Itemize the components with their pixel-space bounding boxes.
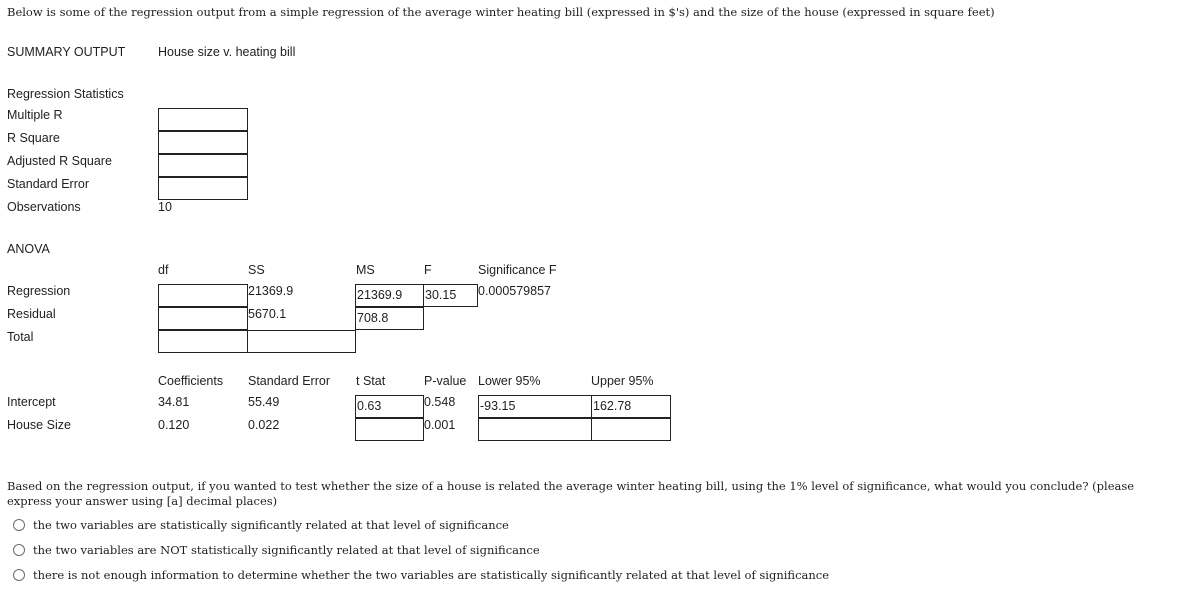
standard-error-input[interactable] — [158, 177, 248, 200]
option-2-label[interactable]: the two variables are NOT statistically significantly related at that level of significance — [33, 543, 540, 557]
coef-col-standard-error: Standard Error — [248, 374, 330, 388]
house-size-standard-error: 0.022 — [248, 418, 280, 432]
house-size-upper-95-input[interactable] — [591, 418, 671, 441]
regression-significance-f-value: 0.000579857 — [478, 284, 551, 298]
adjusted-r-square-input[interactable] — [158, 154, 248, 177]
intercept-t-stat: 0.63 — [355, 395, 424, 418]
regression-statistics-heading: Regression Statistics — [7, 87, 124, 101]
r-square-label: R Square — [7, 131, 60, 145]
regression-ms-value: 21369.9 — [355, 284, 424, 307]
option-2-radio[interactable] — [13, 544, 25, 556]
coef-col-upper-95: Upper 95% — [591, 374, 654, 388]
house-size-lower-95-input[interactable] — [478, 418, 592, 441]
intercept-upper-95: 162.78 — [591, 395, 671, 418]
intercept-coefficient: 34.81 — [158, 395, 190, 409]
residual-df-input[interactable] — [158, 307, 248, 330]
anova-col-ss: SS — [248, 263, 265, 277]
option-3-radio[interactable] — [13, 569, 25, 581]
anova-col-ms: MS — [356, 263, 375, 277]
house-size-p-value: 0.001 — [424, 418, 456, 432]
total-ss-input[interactable] — [247, 330, 356, 353]
summary-heading: SUMMARY OUTPUT — [7, 45, 126, 59]
intercept-standard-error: 55.49 — [248, 395, 280, 409]
anova-col-significance-f: Significance F — [478, 263, 557, 277]
total-df-input[interactable] — [158, 330, 248, 353]
option-1-radio[interactable] — [13, 519, 25, 531]
intercept-lower-95: -93.15 — [478, 395, 592, 418]
intercept-label: Intercept — [7, 395, 56, 409]
anova-col-df: df — [158, 263, 169, 277]
question-text: Based on the regression output, if you wanted to test whether the size of a house is related the average winter heating bill, using the 1% level of significance, what would you conclude? (please express your answer using [a] decimal places) — [7, 479, 1135, 508]
residual-ms-value: 708.8 — [355, 307, 424, 330]
regression-ss-value: 21369.9 — [248, 284, 294, 298]
anova-heading: ANOVA — [7, 242, 50, 256]
observations-value: 10 — [158, 200, 172, 214]
intro-text: Below is some of the regression output from a simple regression of the average winter heating bill (expressed in $'s) and the size of the house (expressed in square feet) — [7, 5, 995, 19]
regression-df-input[interactable] — [158, 284, 248, 307]
house-size-coefficient: 0.120 — [158, 418, 190, 432]
regression-f-value: 30.15 — [423, 284, 478, 307]
intercept-p-value: 0.548 — [424, 395, 456, 409]
anova-row-residual: Residual — [7, 307, 56, 321]
ss-column-divider — [247, 284, 248, 330]
house-size-label: House Size — [7, 418, 71, 432]
multiple-r-input[interactable] — [158, 108, 248, 131]
multiple-r-label: Multiple R — [7, 108, 63, 122]
anova-row-total: Total — [7, 330, 34, 344]
coef-col-coefficients: Coefficients — [158, 374, 224, 388]
coef-col-p-value: P-value — [424, 374, 467, 388]
coef-col-lower-95: Lower 95% — [478, 374, 541, 388]
option-3-label[interactable]: there is not enough information to determine whether the two variables are statistically significantly related at that level of significance — [33, 568, 830, 582]
r-square-input[interactable] — [158, 131, 248, 154]
residual-ss-value: 5670.1 — [248, 307, 287, 321]
house-size-t-stat-input[interactable] — [355, 418, 424, 441]
adjusted-r-square-label: Adjusted R Square — [7, 154, 112, 168]
coef-col-t-stat: t Stat — [356, 374, 386, 388]
summary-title: House size v. heating bill — [158, 45, 296, 59]
standard-error-label: Standard Error — [7, 177, 89, 191]
observations-label: Observations — [7, 200, 81, 214]
option-1-label[interactable]: the two variables are statistically significantly related at that level of significance — [33, 518, 509, 532]
anova-col-f: F — [424, 263, 432, 277]
anova-row-regression: Regression — [7, 284, 71, 298]
